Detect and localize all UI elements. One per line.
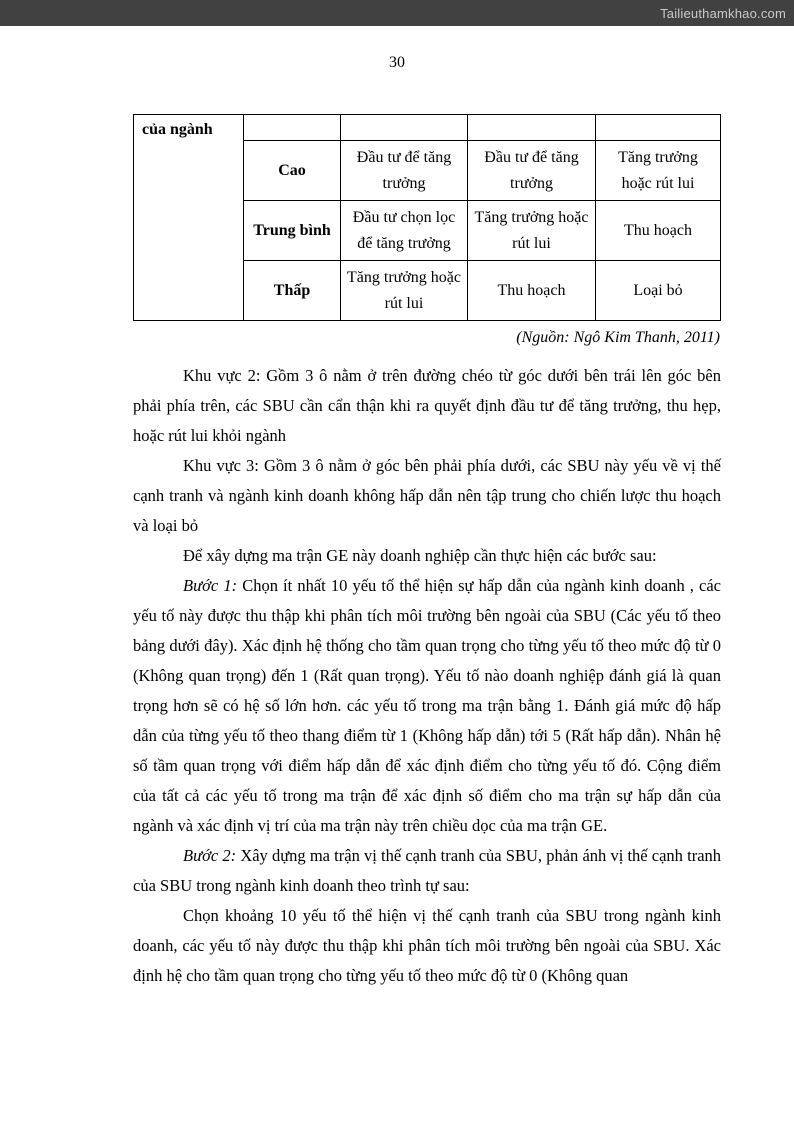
- table-cell: Đầu tư để tăng trưởng: [341, 141, 468, 201]
- table-cell: Đầu tư để tăng trưởng: [468, 141, 596, 201]
- table-cell: Tăng trưởng hoặc rút lui: [468, 201, 596, 261]
- paragraph-text: Để xây dựng ma trận GE này doanh nghiệp cần thực hiện các bước sau:: [183, 546, 657, 565]
- table-row-label: Cao: [244, 141, 341, 201]
- table-cell-empty: [468, 115, 596, 141]
- paragraph: [133, 841, 721, 901]
- table-cell-empty: [341, 115, 468, 141]
- table-cell: Loại bỏ: [596, 261, 721, 321]
- paragraph-text: Xây dựng ma trận vị thế cạnh tranh của SBU, phản ánh vị thế cạnh tranh của SBU trong ngành kinh doanh theo trình tự sau:: [133, 846, 722, 895]
- table-row-label: Thấp: [244, 261, 341, 321]
- table-row-label: Trung bình: [244, 201, 341, 261]
- table-row: [134, 115, 721, 141]
- paragraph: [133, 361, 721, 451]
- paragraph-text: Khu vực 2: Gồm 3 ô nằm ở trên đường chéo từ góc dưới bên trái lên góc bên phải phía trên, các SBU cần cẩn thận khi ra quyết định đầu tư để tăng trưởng, thu hẹp, hoặc rút lui khỏi ngành: [133, 366, 721, 445]
- body-text: [133, 361, 721, 991]
- watermark-text: Tailieuthamkhao.com: [660, 5, 786, 21]
- paragraph-lead: Bước 1:: [183, 576, 238, 595]
- table-cell: Thu hoạch: [468, 261, 596, 321]
- paragraph: [133, 541, 721, 571]
- ge-matrix-table: [133, 114, 721, 321]
- paragraph-lead: Bước 2:: [183, 846, 237, 865]
- paragraph: [133, 451, 721, 541]
- paragraph-text: Chọn ít nhất 10 yếu tố thể hiện sự hấp dẫn của ngành kinh doanh , các yếu tố này được thu thập khi phân tích môi trường bên ngoài của SBU (Các yếu tố theo bảng dưới đây). Xác định hệ thống cho tầm quan trọng cho từng yếu tố theo mức độ từ 0 (Không quan trọng) đến 1 (Rất quan trọng). Yếu tố nào doanh nghiệp đánh giá là quan trọng hơn sẽ có hệ số lớn hơn. các yếu tố trong ma trận bằng 1. Đánh giá mức độ hấp dẫn của từng yếu tố theo thang điểm từ 1 (Không hấp dẫn) tới 5 (Rất hấp dẫn). Nhân hệ số tầm quan trọng với điểm hấp dẫn để xác định điểm cho từng yếu tố đó. Cộng điểm của tất cả các yếu tố trong ma trận để xác định số điểm cho ma trận sự hấp dẫn của ngành và xác định vị trí của ma trận này trên chiều dọc của ma trận GE.: [133, 576, 722, 835]
- paragraph: [133, 571, 721, 841]
- watermark-bar: [0, 0, 794, 26]
- table-cell: Đầu tư chọn lọc để tăng trưởng: [341, 201, 468, 261]
- paragraph: [133, 901, 721, 991]
- table-cell: Thu hoạch: [596, 201, 721, 261]
- table-cell: Tăng trưởng hoặc rút lui: [341, 261, 468, 321]
- table-cell-empty: [244, 115, 341, 141]
- source-citation: (Nguồn: Ngô Kim Thanh, 2011): [516, 329, 720, 346]
- page-number: 30: [389, 54, 405, 71]
- table-cell: Tăng trưởng hoặc rút lui: [596, 141, 721, 201]
- paragraph-text: Khu vực 3: Gồm 3 ô nằm ở góc bên phải phía dưới, các SBU này yếu về vị thế cạnh tranh và ngành kinh doanh không hấp dẫn nên tập trung cho chiến lược thu hoạch và loại bỏ: [133, 456, 721, 535]
- paragraph-text: Chọn khoảng 10 yếu tố thể hiện vị thế cạnh tranh của SBU trong ngành kinh doanh, các yếu tố này được thu thập khi phân tích môi trường bên ngoài của SBU. Xác định hệ cho tầm quan trọng cho từng yếu tố theo mức độ từ 0 (Không quan: [133, 906, 721, 985]
- table-corner-label: của ngành: [134, 115, 244, 321]
- table-cell-empty: [596, 115, 721, 141]
